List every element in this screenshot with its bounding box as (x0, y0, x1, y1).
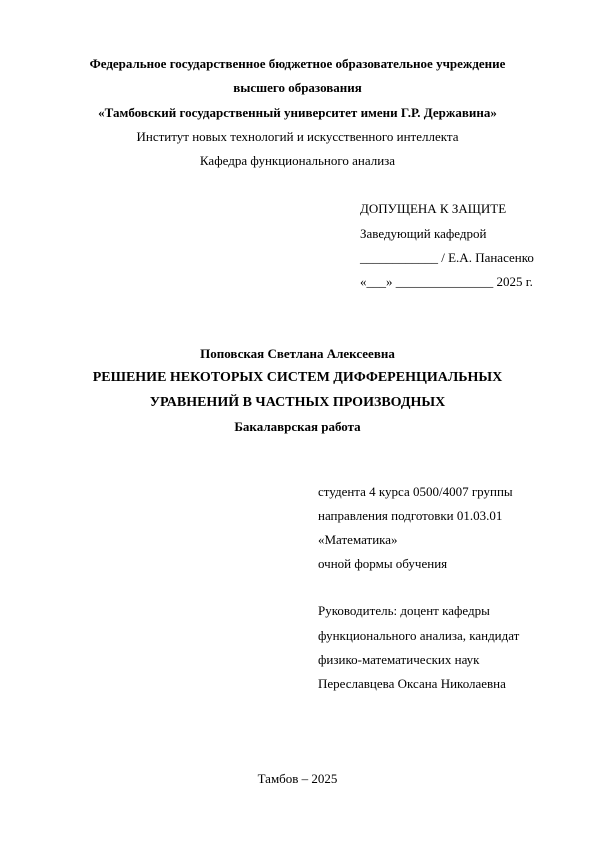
work-title-line1: РЕШЕНИЕ НЕКОТОРЫХ СИСТЕМ ДИФФЕРЕНЦИАЛЬНЫХ (92, 370, 503, 385)
work-title-line2: УРАВНЕНИЙ В ЧАСТНЫХ ПРОИЗВОДНЫХ (149, 395, 446, 410)
header-department: Кафедра функционального анализа (199, 153, 396, 168)
supervisor-line4: Переславцева Оксана Николаевна (318, 676, 506, 691)
approval-date-line: «___» _______________ 2025 г. (360, 274, 533, 289)
work-type: Бакалаврская работа (234, 419, 361, 434)
approval-title: ДОПУЩЕНА К ЗАЩИТЕ (360, 201, 507, 216)
student-info-line2: направления подготовки 01.03.01 (318, 508, 503, 523)
supervisor-line1: Руководитель: доцент кафедры (318, 603, 490, 618)
approval-signature-line: ____________ / Е.А. Панасенко (360, 250, 534, 265)
header-institute: Институт новых технологий и искусственного интеллекта (136, 129, 459, 144)
student-info-line1: студента 4 курса 0500/4007 группы (318, 484, 513, 499)
author-name: Поповская Светлана Алексеевна (200, 346, 395, 361)
header-institution-line1: Федеральное государственное бюджетное образовательное учреждение (89, 56, 506, 71)
supervisor-line2: функционального анализа, кандидат (318, 628, 520, 643)
footer-place-year: Тамбов – 2025 (257, 771, 338, 786)
approval-head-position: Заведующий кафедрой (360, 226, 487, 241)
supervisor-line3: физико-математических наук (318, 652, 480, 667)
student-info-line3: «Математика» (318, 532, 398, 547)
header-institution-line2: высшего образования (233, 80, 362, 95)
student-info-line4: очной формы обучения (318, 556, 448, 571)
header-university-name: «Тамбовский государственный университет имени Г.Р. Державина» (98, 105, 497, 120)
